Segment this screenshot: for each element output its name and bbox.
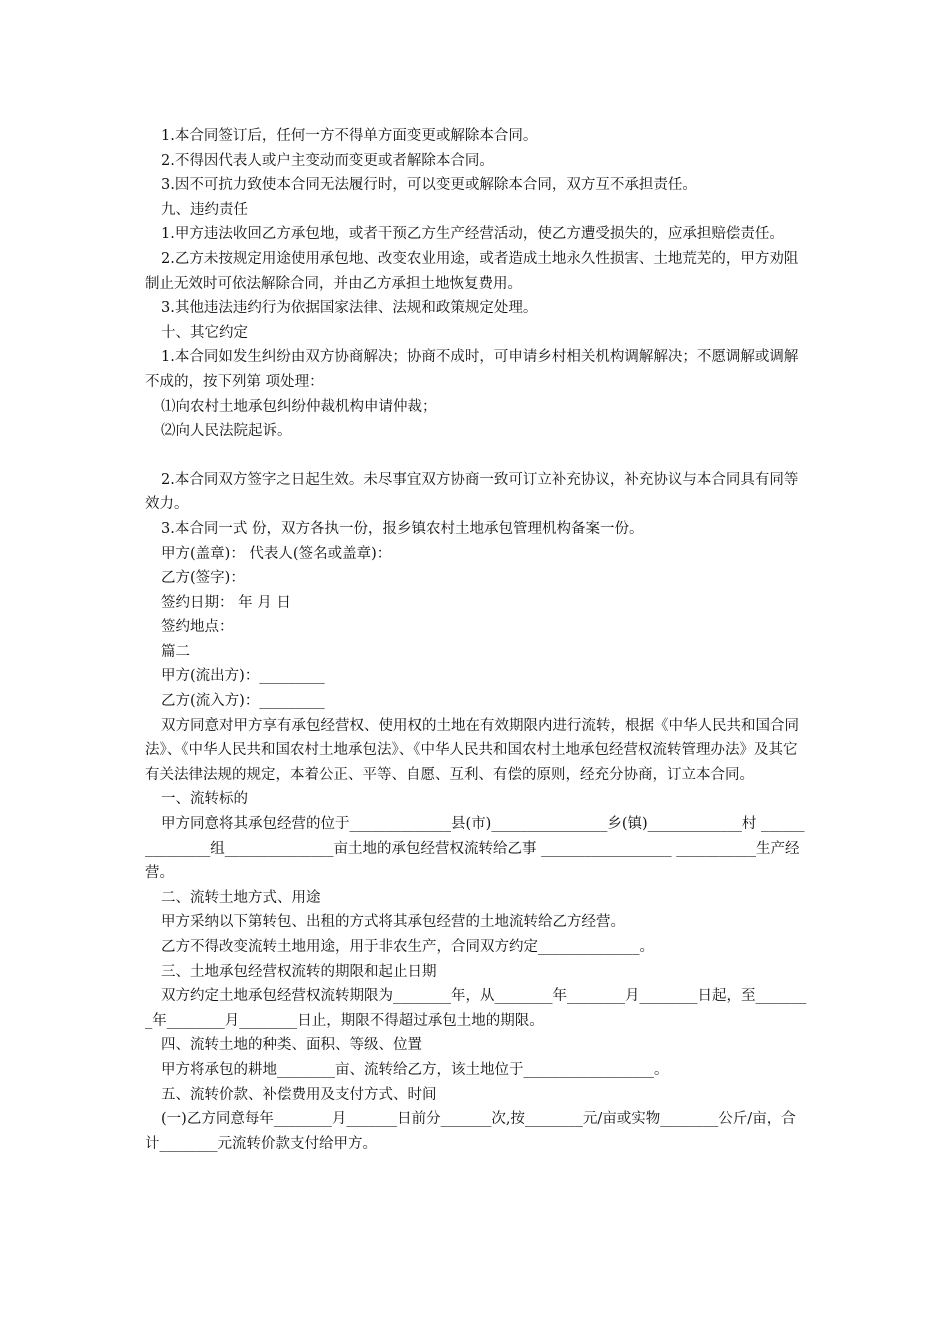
signature-line: 签约地点： — [161, 619, 234, 636]
section-heading: 十、其它约定 — [161, 324, 248, 341]
clause-text: 1.本合同如发生纠纷由双方协商解决；协商不成时，可申请乡村相关机构调解解决；不愿调解或调解不成的，按下列第 项处理： — [145, 349, 799, 390]
signature-line: 甲方(盖章)： 代表人(签名或盖章)： — [161, 545, 392, 562]
section-heading: 九、违约责任 — [161, 201, 248, 218]
clause-text: 乙方不得改变流转土地用途，用于非农生产，合同双方约定______________。 — [161, 939, 654, 955]
clause-text: ⑵向人民法院起诉。 — [161, 423, 292, 440]
clause-text: 甲方采纳以下第转包、出租的方式将其承包经营的土地流转给乙方经营。 — [161, 914, 625, 931]
clause-text: 1.本合同签订后，任何一方不得单方面变更或解除本合同。 — [161, 128, 538, 144]
clause-text: 2.乙方未按规定用途使用承包地、改变农业用途，或者造成土地永久性损害、土地荒芜的，甲方劝阻制止无效时可依法解除合同，并由乙方承担土地恢复费用。 — [145, 250, 799, 292]
section-heading: 一、流转标的 — [161, 791, 248, 808]
clause-text: 甲方同意将其承包经营的位于______________县(市)________________乡(镇)_____________村 _______________组_______________亩土地的承包经营权流转给乙事 __________________ ___________生产经营。 — [145, 816, 805, 882]
clause-text: 3.因不可抗力致使本合同无法履行时，可以变更或解除本合同，双方互不承担责任。 — [161, 177, 697, 194]
section-heading: 篇二 — [161, 643, 190, 660]
clause-text: 2.本合同双方签字之日起生效。未尽事宜双方协商一致可订立补充协议，补充协议与本合同具有同等效力。 — [145, 471, 799, 513]
clause-text: 2.不得因代表人或户主变动而变更或者解除本合同。 — [161, 152, 494, 169]
document-body — [145, 124, 809, 1156]
party-line: 甲方(流出方)：_________ — [161, 668, 325, 685]
clause-text: 甲方将承包的耕地________亩、流转给乙方，该土地位于__________________。 — [161, 1061, 669, 1078]
clause-text: 1.甲方违法收回乙方承包地，或者干预乙方生产经营活动，使乙方遭受损失的，应承担赔偿责任。 — [161, 226, 784, 243]
signature-line: 乙方(签字)： — [161, 570, 245, 587]
clause-text: 双方同意对甲方享有承包经营权、使用权的土地在有效期限内进行流转，根据《中华人民共和国合同法》、《中华人民共和国农村土地承包法》、《中华人民共和国农村土地承包经营权流转管理办法》及其它有关法律法规的规定，本着公正、平等、自愿、互利、有偿的原则，经充分协商，订立本合同。 — [145, 717, 799, 783]
section-heading: 二、流转土地方式、用途 — [161, 889, 321, 906]
section-heading: 四、流转土地的种类、面积、等级、位置 — [161, 1037, 422, 1054]
signature-line: 签约日期： 年 月 日 — [161, 594, 291, 611]
clause-text: 3.其他违法违约行为依据国家法律、法规和政策规定处理。 — [161, 300, 538, 317]
section-heading: 五、流转价款、补偿费用及支付方式、时间 — [161, 1086, 437, 1103]
clause-text: 3.本合同一式 份，双方各执一份，报乡镇农村土地承包管理机构备案一份。 — [161, 520, 644, 537]
section-heading: 三、土地承包经营权流转的期限和起止日期 — [161, 963, 437, 980]
clause-text: ⑴向农村土地承包纠纷仲裁机构申请仲裁； — [161, 398, 437, 415]
party-line: 乙方(流入方)：_________ — [161, 693, 325, 710]
clause-text: 双方约定土地承包经营权流转期限为________年，从________年________月________日起，至________年________月________日止，期限不得超过承包土地的期限。 — [145, 988, 807, 1029]
clause-text: (一)乙方同意每年________月_______日前分_______次,按________元/亩或实物________公斤/亩，合计________元流转价款支付给甲方。 — [145, 1111, 796, 1152]
blank-line — [145, 444, 809, 468]
